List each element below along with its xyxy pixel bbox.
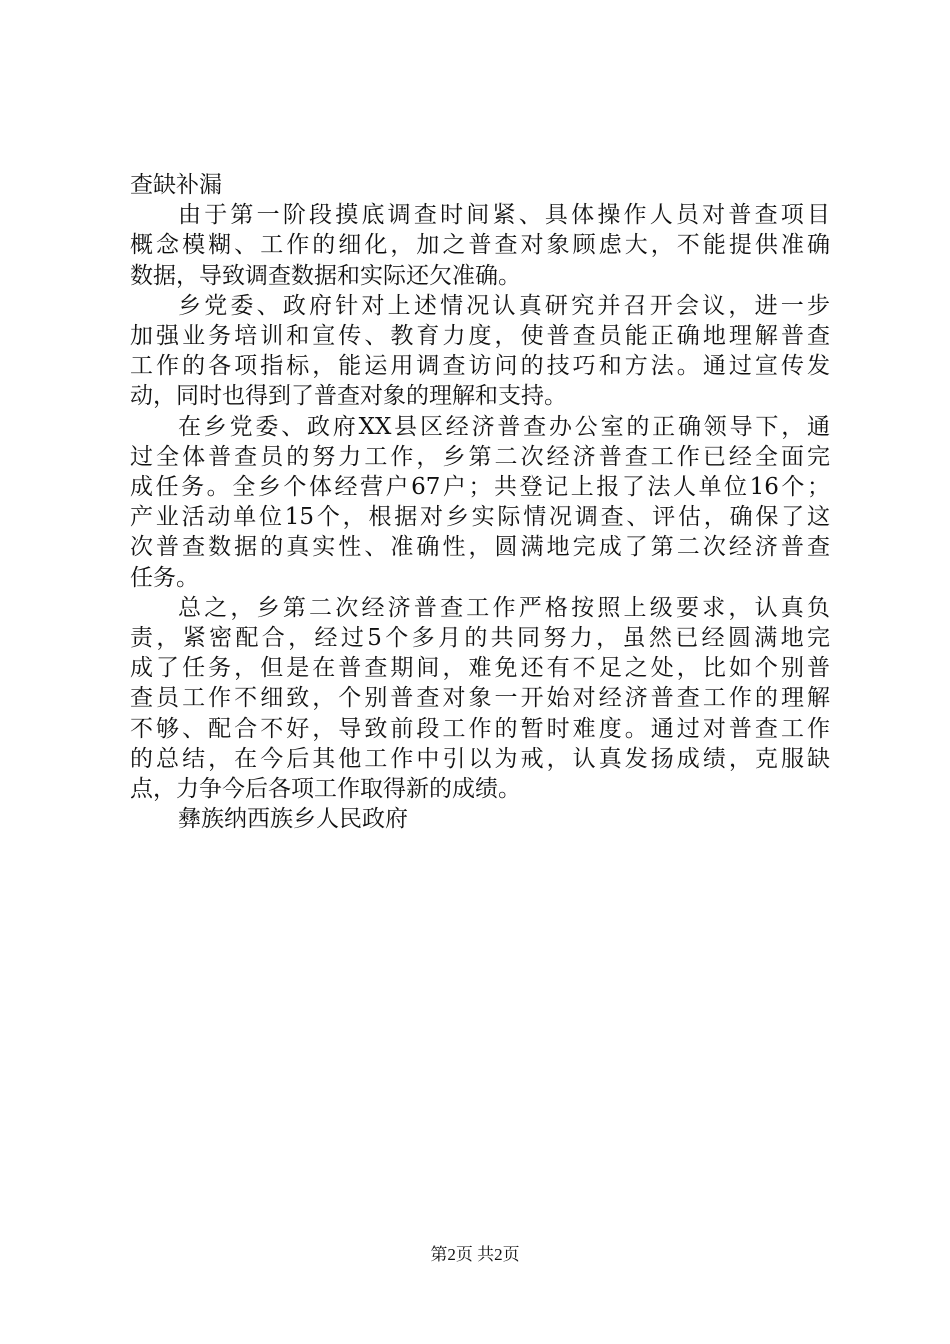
text-line: 不够、配合不好，导致前段工作的暂时难度。通过对普查工作 — [130, 715, 830, 742]
text-line: 成任务。全乡个体经营户67户；共登记上报了法人单位16个； — [130, 474, 830, 501]
text-line: 加强业务培训和宣传、教育力度，使普查员能正确地理解普查 — [130, 323, 830, 350]
text-line: 概念模糊、工作的细化，加之普查对象顾虑大，不能提供准确 — [130, 232, 830, 259]
paragraph-p3 — [130, 291, 830, 412]
text-line: 成了任务，但是在普查期间，难免还有不足之处，比如个别普 — [130, 655, 830, 682]
paragraph-p1 — [130, 170, 830, 200]
paragraph-p2 — [130, 200, 830, 291]
paragraph-p5 — [130, 593, 830, 804]
paragraph-p6 — [130, 804, 830, 834]
text-line: 次普查数据的真实性、准确性，圆满地完成了第二次经济普查 — [130, 534, 830, 561]
text-line: 查员工作不细致，个别普查对象一开始对经济普查工作的理解 — [130, 685, 830, 712]
text-line: 查缺补漏 — [130, 172, 222, 198]
text-line: 动，同时也得到了普查对象的理解和支持。 — [130, 383, 567, 410]
page-footer: 第2页 共2页 — [430, 1245, 520, 1264]
text-line: 总之，乡第二次经济普查工作严格按照上级要求，认真负 — [178, 594, 830, 621]
text-line: 彝族纳西族乡人民政府 — [178, 806, 408, 833]
text-line: 责，紧密配合，经过5个多月的共同努力，虽然已经圆满地完 — [130, 625, 830, 652]
paragraph-p4 — [130, 412, 830, 593]
text-line: 任务。 — [130, 564, 199, 591]
text-line: 数据，导致调查数据和实际还欠准确。 — [130, 262, 521, 289]
text-line: 的总结，在今后其他工作中引以为戒，认真发扬成绩，克服缺 — [130, 745, 830, 772]
document-body — [130, 170, 830, 834]
text-line: 产业活动单位15个，根据对乡实际情况调查、评估，确保了这 — [130, 504, 830, 531]
text-line: 由于第一阶段摸底调查时间紧、具体操作人员对普查项目 — [178, 202, 830, 229]
text-line: 点，力争今后各项工作取得新的成绩。 — [130, 776, 521, 803]
text-line: 过全体普查员的努力工作，乡第二次经济普查工作已经全面完 — [130, 443, 830, 470]
text-line: 在乡党委、政府XX县区经济普查办公室的正确领导下，通 — [178, 413, 830, 440]
text-line: 乡党委、政府针对上述情况认真研究并召开会议，进一步 — [178, 292, 830, 319]
text-line: 工作的各项指标，能运用调查访问的技巧和方法。通过宣传发 — [130, 353, 830, 380]
